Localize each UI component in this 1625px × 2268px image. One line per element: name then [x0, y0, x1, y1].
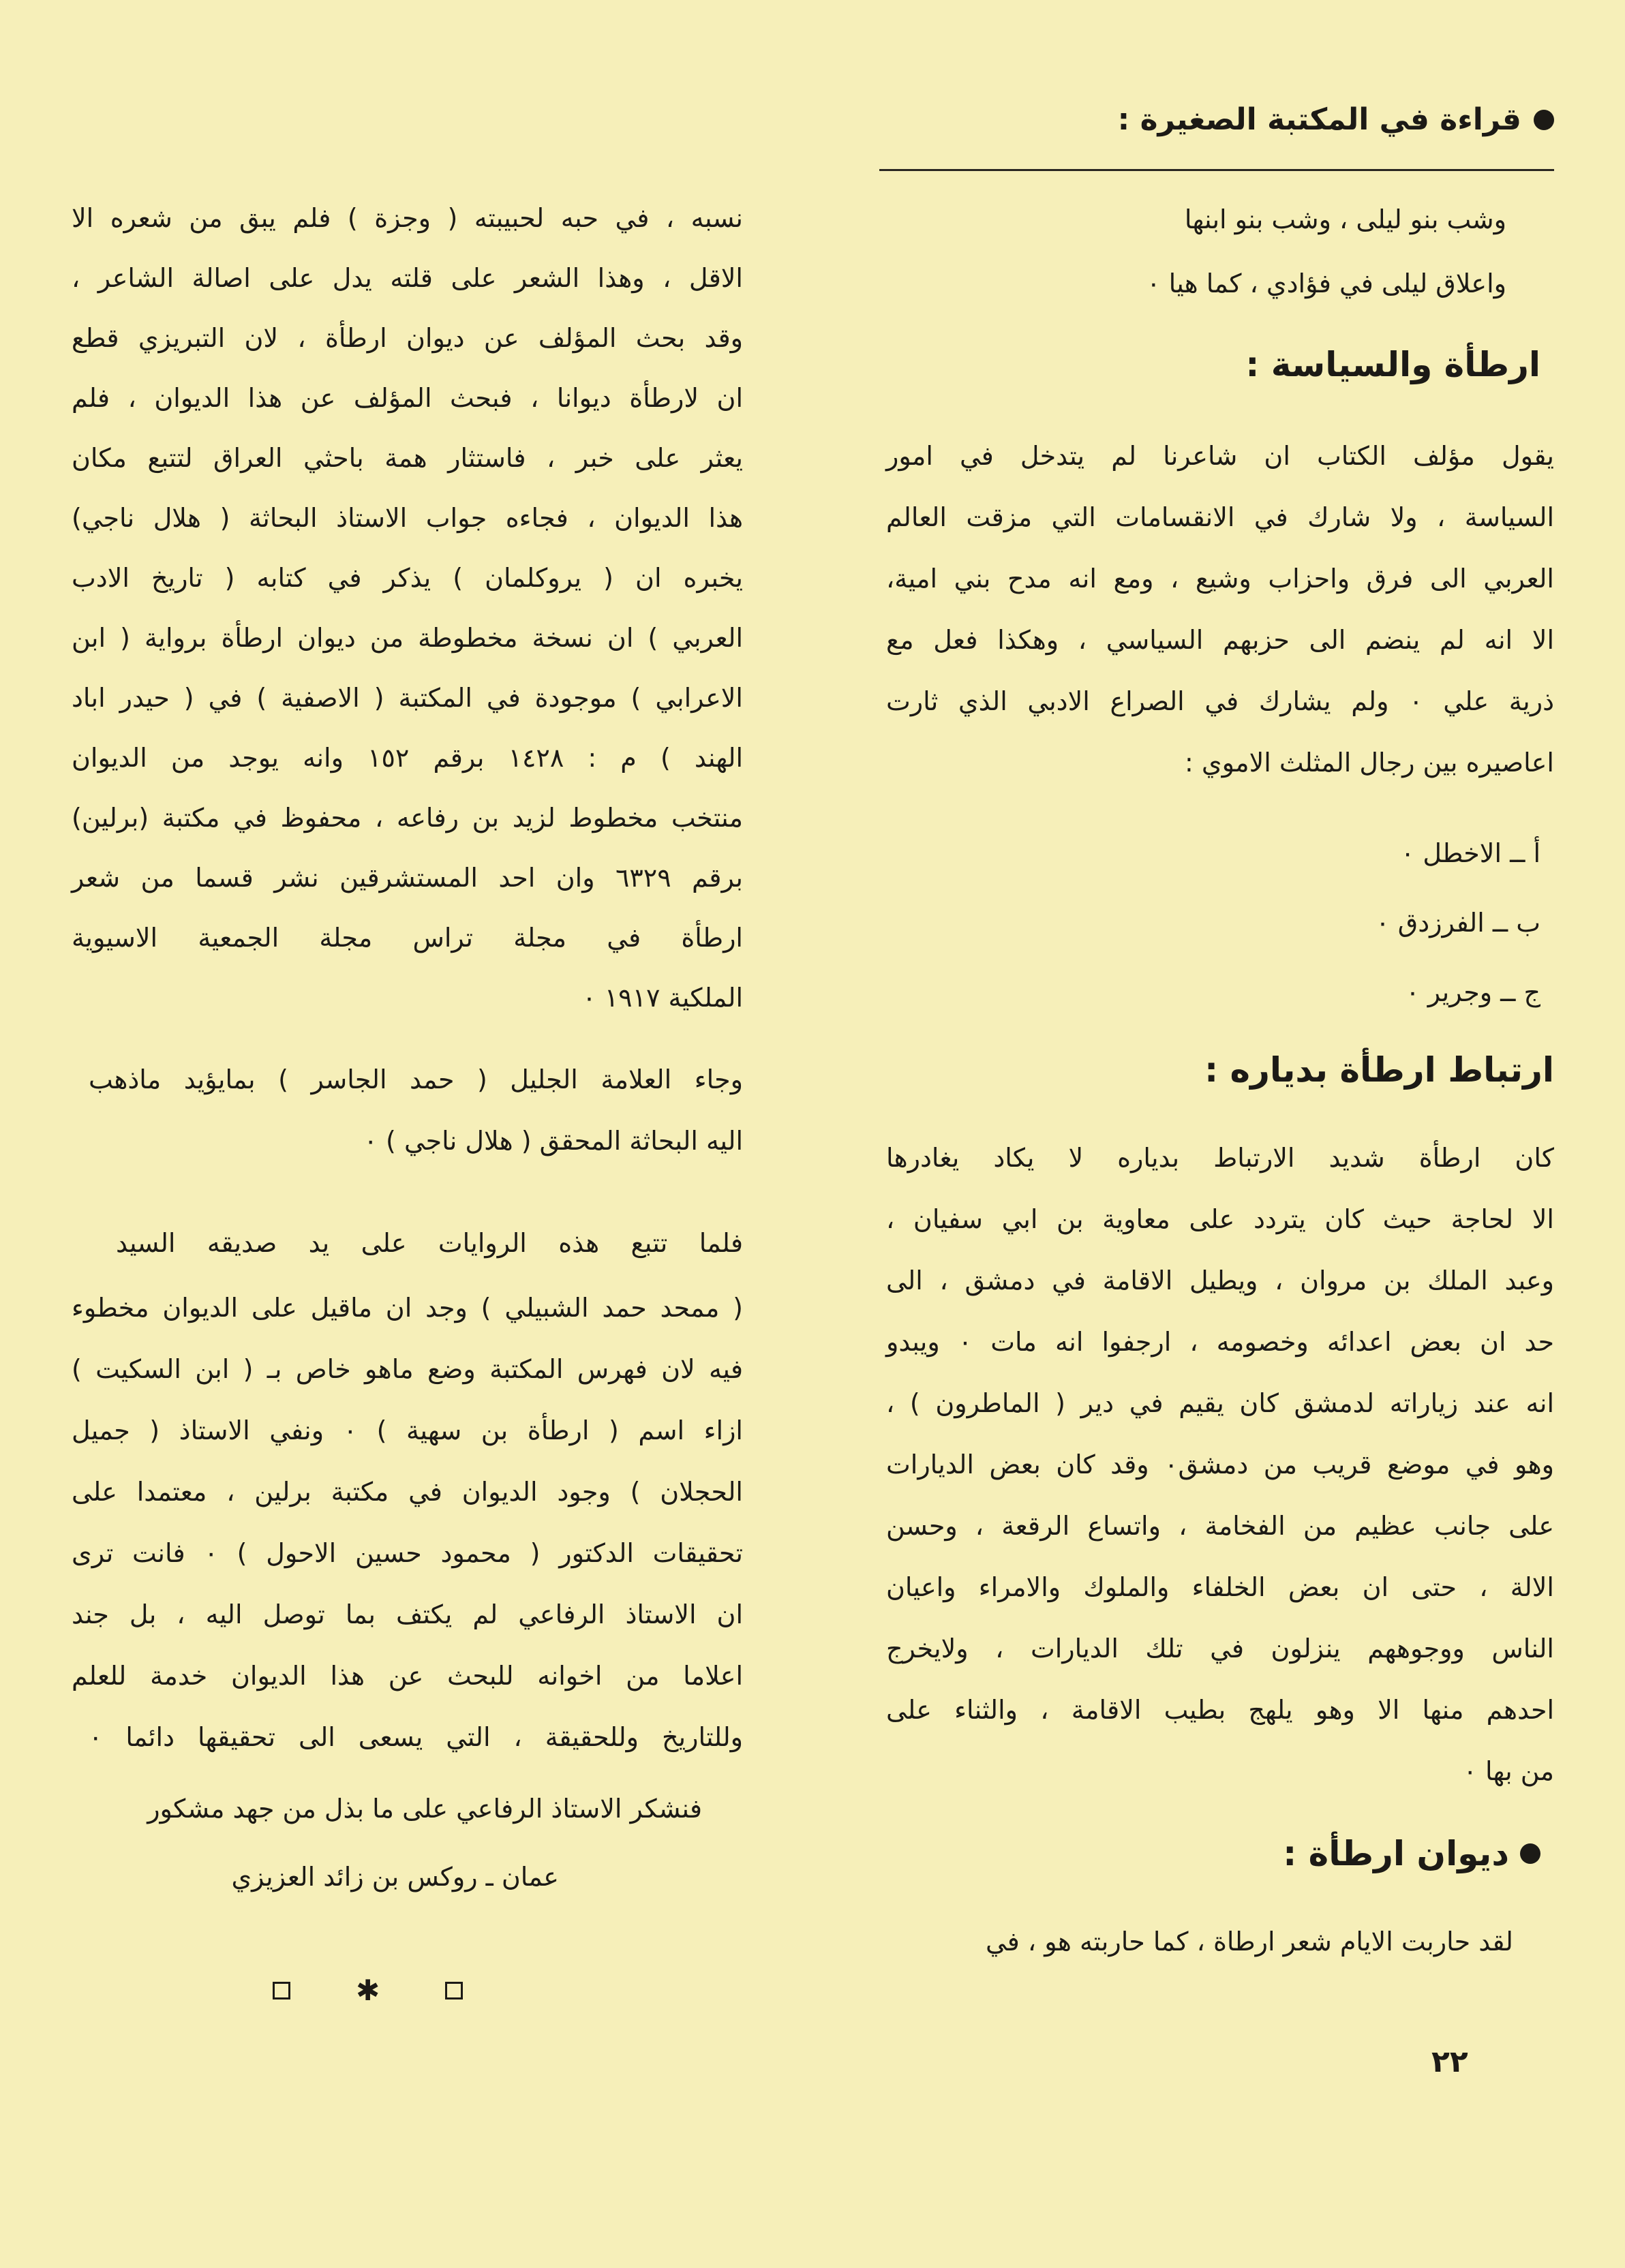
square-ornament-icon: [273, 1982, 290, 1999]
text-line: فيه لان فهرس المكتبة وضع ماهو خاص بـ ( ابن السكيت ): [72, 1354, 743, 1384]
text-line: اعلاما من اخوانه للبحث عن هذا الديوان خدمة للعلم: [72, 1661, 743, 1691]
text-line: انه عند زياراته لدمشق كان يقيم في دير ( الماطرون ) ،: [886, 1388, 1554, 1418]
text-line: وللتاريخ وللحقيقة ، التي يسعى الى تحقيقها دائما ٠: [89, 1722, 743, 1752]
verse-line: وشب بنو ليلى ، وشب بنو ابنها: [1184, 204, 1506, 234]
text-line: من بها ٠: [1463, 1756, 1554, 1786]
list-item: ج ــ وجرير ٠: [1406, 977, 1540, 1007]
section-heading-politics: ارطأة والسياسة :: [1245, 345, 1540, 384]
bullet-icon: [1520, 1843, 1540, 1864]
header-divider: [879, 169, 1554, 171]
text-line: الا انه لم ينضم الى حزبهم السياسي ، وهكذا فعل مع: [886, 625, 1554, 655]
text-line: ان الاستاذ الرفاعي لم يكتف بما توصل اليه ، بل جند: [72, 1599, 743, 1629]
text-line: العربي الى فرق واحزاب وشيع ، ومع انه مدح بني امية،: [886, 564, 1554, 594]
text-line: الهند ) م : ١٤٢٨ برقم ١٥٢ وانه يوجد من الديوان: [72, 743, 743, 773]
bullet-icon: [1534, 110, 1554, 130]
text-line: يعثر على خبر ، فاستثار همة باحثي العراق لتتبع مكان: [72, 443, 743, 473]
text-line: الا لحاجة حيث كان يتردد على معاوية بن ابي سفيان ،: [886, 1204, 1554, 1234]
text-line: الاعرابي ) موجودة في المكتبة ( الاصفية ) في ( حيدر اباد: [72, 683, 743, 713]
text-line: فنشكر الاستاذ الرفاعي على ما بذل من جهد مشكور: [147, 1794, 702, 1824]
text-line: برقم ٦٣٢٩ وان احد المستشرقين نشر قسما من شعر: [72, 863, 744, 893]
text-line: هذا الديوان ، فجاءه جواب الاستاذ البحاثة ( هلال ناجي): [72, 503, 743, 533]
text-line: السياسة ، ولا شارك في الانقسامات التي مزقت العالم: [886, 502, 1554, 532]
text-line: الاقل ، وهذا الشعر على قلته يدل على اصالة الشاعر ،: [72, 263, 743, 293]
text-line: ذرية علي ٠ ولم يشارك في الصراع الادبي الذي ثارت: [886, 686, 1554, 716]
text-line: كان ارطأة شديد الارتباط بدياره لا يكاد يغادرها: [886, 1143, 1554, 1173]
star-ornament-icon: ✱: [356, 1974, 380, 2007]
text-line: فلما تتبع هذه الروايات على يد صديقه السيد: [116, 1228, 743, 1258]
text-line: ارطأة في مجلة تراس مجلة الجمعية الاسيوية: [72, 923, 743, 953]
text-line: الملكية ١٩١٧ ٠: [582, 983, 743, 1013]
text-line: وجاء العلامة الجليل ( حمد الجاسر ) بمايؤيد ماذهب: [89, 1064, 743, 1094]
text-line: وهو في موضع قريب من دمشق٠ وقد كان بعض الديارات: [886, 1450, 1555, 1480]
text-line: منتخب مخطوط لزيد بن رفاعه ، محفوظ في مكتبة (برلين): [72, 803, 743, 833]
text-line: الحجلان ) وجود الديوان في مكتبة برلين ، معتمدا على: [72, 1477, 743, 1507]
text-line: تحقيقات الدكتور ( محمود حسين الاحول ) ٠ فانت ترى: [72, 1538, 744, 1568]
text-line: ان لارطأة ديوانا ، فبحث المؤلف عن هذا الديوان ، فلم: [72, 383, 743, 413]
text-line: نسبه ، في حبه لحبيبته ( وجزة ) فلم يبق من شعره الا: [72, 203, 743, 233]
text-line: ( ممحد حمد الشبيلي ) وجد ان ماقيل على الديوان مخطوء: [72, 1293, 743, 1323]
signature: عمان ـ روكس بن زائد العزيزي: [231, 1862, 559, 1892]
text-line: العربي ) ان نسخة مخطوطة من ديوان ارطأة برواية ( ابن: [72, 623, 743, 653]
text-line: على جانب عظيم من الفخامة ، واتساع الرقعة ، وحسن: [886, 1511, 1554, 1541]
text-line: وعبد الملك بن مروان ، ويطيل الاقامة في دمشق ، الى: [886, 1266, 1554, 1296]
text-line: اليه البحاثة المحقق ( هلال ناجي ) ٠: [363, 1126, 743, 1156]
text-line: ازاء اسم ( ارطأة بن سهية ) ٠ ونفي الاستاذ ( جميل: [72, 1415, 743, 1445]
list-item: أ ــ الاخطل ٠: [1400, 838, 1540, 868]
text-line: لقد حاربت الايام شعر ارطاة ، كما حاربته هو ، في: [985, 1927, 1513, 1957]
page-number: ٢٢: [1431, 2044, 1468, 2079]
square-ornament-icon: [445, 1982, 463, 1999]
text-line: احدهم منها الا وهو يلهج بطيب الاقامة ، والثناء على: [886, 1695, 1554, 1725]
list-item: ب ــ الفرزدق ٠: [1376, 908, 1540, 938]
text-line: الناس ووجوههم ينزلون في تلك الديارات ، ولايخرج: [886, 1634, 1554, 1664]
header-title: قراءة في المكتبة الصغيرة :: [1117, 102, 1521, 137]
section-heading-homeland: ارتباط ارطأة بدياره :: [1204, 1050, 1554, 1090]
text-line: اعاصيره بين رجال المثلث الاموي :: [1184, 748, 1554, 778]
text-line: الالة ، حتى ان بعض الخلفاء والملوك والامراء واعيان: [886, 1572, 1554, 1602]
text-line: وقد بحث المؤلف عن ديوان ارطأة ، لان التبريزي قطع: [72, 323, 743, 353]
text-line: حد ان بعض اعدائه وخصومه ، ارجفوا انه مات ٠ ويبدو: [886, 1327, 1554, 1357]
section-heading-diwan: [1283, 1833, 1540, 1874]
text-line: يقول مؤلف الكتاب ان شاعرنا لم يتدخل في امور: [886, 441, 1554, 471]
ornament: [273, 1976, 463, 2005]
text-line: يخبره ان ( يروكلمان ) يذكر في كتابه ( تاريخ الادب: [72, 563, 743, 593]
heading-text: ديوان ارطأة :: [1283, 1834, 1509, 1873]
verse-line: واعلاق ليلى في فؤادي ، كما هيا ٠: [1146, 269, 1506, 298]
section-header: [866, 102, 1554, 137]
